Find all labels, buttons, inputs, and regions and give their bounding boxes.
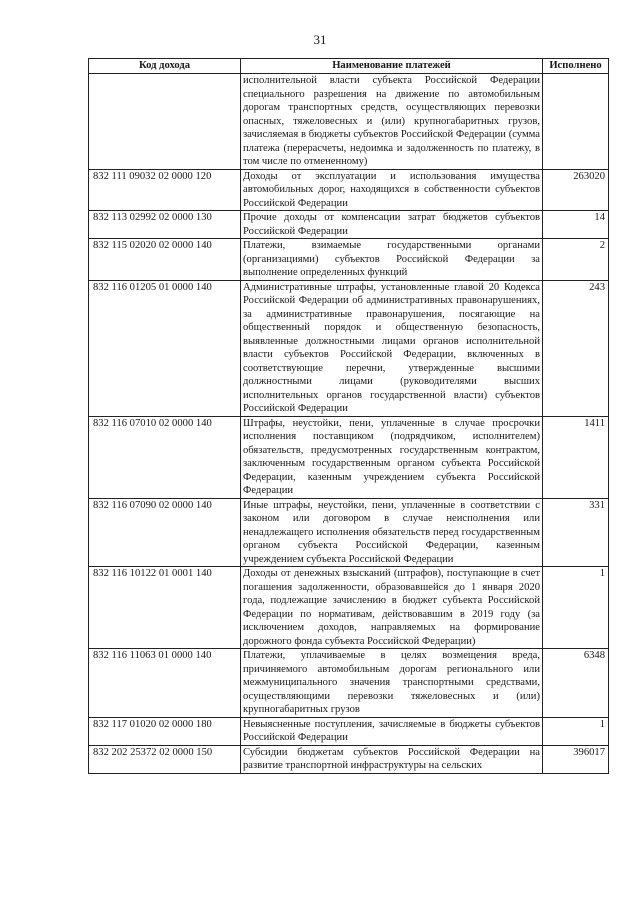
executed-amount-cell: 331 bbox=[543, 498, 609, 567]
executed-amount-cell: 396017 bbox=[543, 745, 609, 773]
income-code-cell bbox=[89, 74, 241, 170]
revenue-table bbox=[88, 58, 609, 774]
payment-name-cell: Субсидии бюджетам субъектов Российской Федерации на развитие транспортной инфраструктуры на сельских bbox=[241, 745, 543, 773]
payment-name-cell: исполнительной власти субъекта Российской Федерации специального разрешения на движение по автомобильным дорогам транспортных средств, осуществляющих перевозки опасных, тяжеловесных и (или) крупногабаритных грузов, зачисляемая в бюджеты субъектов Российской Федерации (сумма платежа (перерасчеты, недоимка и задолженность по платежу, в том числе по отмененному) bbox=[241, 74, 543, 170]
executed-amount-cell: 2 bbox=[543, 239, 609, 281]
executed-amount-cell: 1 bbox=[543, 717, 609, 745]
income-code-cell: 832 116 07090 02 0000 140 bbox=[89, 498, 241, 567]
table-row bbox=[89, 74, 609, 170]
table-row bbox=[89, 280, 609, 416]
payment-name-cell: Штрафы, неустойки, пени, уплаченные в случае просрочки исполнения поставщиком (подрядчиком, исполнителем) обязательств, предусмотренных государственным контрактом, заключенным государственным органом субъекта Российской Федерации, казенным учреждением субъекта Российской Федерации bbox=[241, 416, 543, 498]
table-row bbox=[89, 745, 609, 773]
income-code-cell: 832 113 02992 02 0000 130 bbox=[89, 211, 241, 239]
table-row bbox=[89, 498, 609, 567]
page-number: 31 bbox=[313, 32, 327, 47]
payment-name-cell: Невыясненные поступления, зачисляемые в бюджеты субъектов Российской Федерации bbox=[241, 717, 543, 745]
table-row bbox=[89, 169, 609, 211]
payment-name-cell: Иные штрафы, неустойки, пени, уплаченные в соответствии с законом или договором в случае неисполнения или ненадлежащего исполнения обязательств перед государственным органом субъекта Российской Федерации, казенным учреждением субъекта Российской Федерации bbox=[241, 498, 543, 567]
income-code-cell: 832 116 10122 01 0001 140 bbox=[89, 567, 241, 649]
executed-amount-cell: 14 bbox=[543, 211, 609, 239]
executed-amount-cell: 243 bbox=[543, 280, 609, 416]
income-code-cell: 832 116 07010 02 0000 140 bbox=[89, 416, 241, 498]
income-code-cell: 832 116 01205 01 0000 140 bbox=[89, 280, 241, 416]
income-code-cell: 832 202 25372 02 0000 150 bbox=[89, 745, 241, 773]
payment-name-cell: Административные штрафы, установленные главой 20 Кодекса Российской Федерации об административных правонарушениях, за административные правонарушения, посягающие на общественный порядок и общественную безопасность, выявленные должностными лицами органов исполнительной власти субъектов Российской Федерации, включенных в соответствующие перечни, утвержденные высшими должностными лицами (руководителями высших исполнительных органов государственной власти) субъектов Российской Федерации bbox=[241, 280, 543, 416]
income-code-cell: 832 111 09032 02 0000 120 bbox=[89, 169, 241, 211]
income-code-cell: 832 115 02020 02 0000 140 bbox=[89, 239, 241, 281]
header-amount: Исполнено bbox=[543, 59, 609, 74]
table-row bbox=[89, 649, 609, 718]
header-name: Наименование платежей bbox=[241, 59, 543, 74]
payment-name-cell: Доходы от эксплуатации и использования имущества автомобильных дорог, находящихся в собственности субъектов Российской Федерации bbox=[241, 169, 543, 211]
table-row bbox=[89, 211, 609, 239]
table-row bbox=[89, 717, 609, 745]
header-code: Код дохода bbox=[89, 59, 241, 74]
payment-name-cell: Доходы от денежных взысканий (штрафов), поступающие в счет погашения задолженности, образовавшейся до 1 января 2020 года, подлежащие зачислению в бюджет субъекта Российской Федерации по нормативам, действовавшим в 2019 году (за исключением доходов, направляемых на формирование дорожного фонда субъекта Российской Федерации) bbox=[241, 567, 543, 649]
income-code-cell: 832 117 01020 02 0000 180 bbox=[89, 717, 241, 745]
payment-name-cell: Платежи, уплачиваемые в целях возмещения вреда, причиняемого автомобильным дорогам регионального или межмуниципального значения транспортными средствами, осуществляющими перевозки тяжеловесных и (или) крупногабаритных грузов bbox=[241, 649, 543, 718]
executed-amount-cell: 1411 bbox=[543, 416, 609, 498]
table-header-row bbox=[89, 59, 609, 74]
table-row bbox=[89, 567, 609, 649]
executed-amount-cell: 6348 bbox=[543, 649, 609, 718]
payment-name-cell: Платежи, взимаемые государственными органами (организациями) субъектов Российской Федерации за выполнение определенных функций bbox=[241, 239, 543, 281]
table-body bbox=[89, 74, 609, 774]
executed-amount-cell: 1 bbox=[543, 567, 609, 649]
executed-amount-cell bbox=[543, 74, 609, 170]
table-row bbox=[89, 416, 609, 498]
payment-name-cell: Прочие доходы от компенсации затрат бюджетов субъектов Российской Федерации bbox=[241, 211, 543, 239]
table-row bbox=[89, 239, 609, 281]
income-code-cell: 832 116 11063 01 0000 140 bbox=[89, 649, 241, 718]
executed-amount-cell: 263020 bbox=[543, 169, 609, 211]
